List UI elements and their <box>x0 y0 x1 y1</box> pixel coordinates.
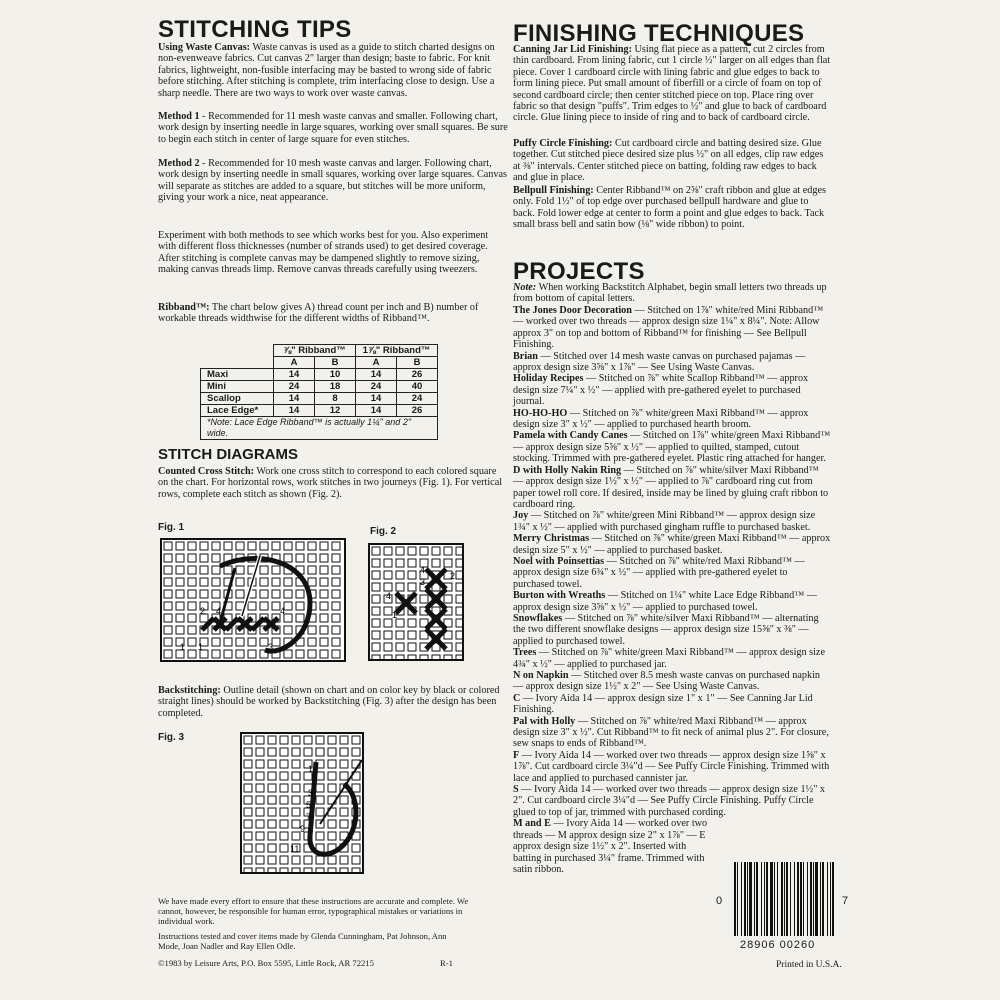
project-item: Merry Christmas — Stitched on ⅞" white/green Maxi Ribband™ — approx design size 5" x ½" — applied to purchased basket. <box>513 533 831 556</box>
svg-text:2: 2 <box>200 606 206 616</box>
svg-text:2: 2 <box>450 571 456 581</box>
barcode <box>732 862 838 938</box>
project-item: Brian — Stitched over 14 mesh waste canvas on purchased pajamas — approx design size 3⅝" x 1⅞" — See Using Waste Canvas. <box>513 350 806 374</box>
fig3-label: Fig. 3 <box>158 732 185 743</box>
svg-text:1: 1 <box>392 610 398 620</box>
project-item: The Jones Door Decoration — Stitched on 1⅞" white/red Mini Ribband™ — worked over two threads — approx design size 1¼" x 8¼". Note: Allow approx 3" on top and bottom of Ribband™ for finishing — See Bellpull Finishing. <box>513 305 824 351</box>
counted-cross-stitch-paragraph <box>158 466 508 500</box>
barcode-bar <box>777 862 778 936</box>
svg-text:4: 4 <box>386 591 392 601</box>
project-item: Burton with Wreaths — Stitched on 1¼" white Lace Edge Ribband™ — approx design size 3⅝" x ½" — applied to purchased towel. <box>513 590 817 613</box>
finishing-techniques-title: FINISHING TECHNIQUES <box>513 20 805 47</box>
stitch-diagrams-title: STITCH DIAGRAMS <box>158 446 298 463</box>
barcode-bar <box>832 862 834 936</box>
waste-canvas-paragraph <box>158 42 508 99</box>
method1-label: Method 1 <box>158 111 200 122</box>
barcode-right-digit: 7 <box>842 895 849 907</box>
backstitching-paragraph <box>158 685 508 719</box>
barcode-bar <box>756 862 758 936</box>
experiment-paragraph: Experiment with both methods to see which works best for you. Also experiment with different floss thicknesses (number of strands used) to get desired coverage. After stitching is complete canvas may be dampened slightly to remove sizing, making canvas threads limp. Remove canvas threads carefully using tweezers. <box>158 230 489 276</box>
method2-label: Method 2 <box>158 158 200 169</box>
fig1-diagram <box>160 538 346 662</box>
method1-text: - Recommended for 11 mesh waste canvas and smaller. Following chart, work design by inserting needle in large squares, working over small squares. Be sure to begin each stitch in center of large square for even stitches. <box>158 111 508 145</box>
barcode-bar <box>734 862 736 936</box>
project-item: Pal with Holly — Stitched on ⅞" white/red Maxi Ribband™ — approx design size 3" x ½". Cut Ribband™ to fit neck of animal plus 2". For closure, sew snaps to ends of Ribband™. <box>513 715 829 750</box>
disclaimer: We have made every effort to ensure that these instructions are accurate and complete. We cannot, however, be responsible for human error, typographical mistakes or variations in individual work. <box>158 895 469 926</box>
barcode-bar <box>741 862 742 936</box>
barcode-left-digit: 0 <box>716 895 723 907</box>
barcode-bar <box>813 862 814 936</box>
project-item: C — Ivory Aida 14 — approx design size 1" x 1" — See Canning Jar Lid Finishing. <box>513 692 813 716</box>
group-header: 1⅞" Ribband™ <box>356 345 438 357</box>
backstitch-text: Outline detail (shown on chart and on color key by black or colored straight lines) should be worked by Backstitching (Fig. 3) after the design has been completed. <box>158 685 500 719</box>
svg-text:4: 4 <box>216 606 222 616</box>
barcode-bar <box>797 862 799 936</box>
svg-text:1: 1 <box>198 642 204 652</box>
barcode-bar <box>790 862 791 936</box>
projects-note: Note: When working Backstitch Alphabet, begin small letters two threads up from bottom of capital letters. <box>513 282 827 305</box>
svg-text:4: 4 <box>280 606 286 616</box>
svg-text:1: 1 <box>308 764 314 774</box>
method2-paragraph <box>158 158 508 204</box>
project-item: HO-HO-HO — Stitched on ⅞" white/green Maxi Ribband™ — approx design size 3" x ½" — applied to purchased hearth broom. <box>513 407 809 431</box>
svg-text:3: 3 <box>268 642 274 652</box>
svg-text:4: 4 <box>420 565 426 575</box>
ribband-paragraph <box>158 302 508 325</box>
barcode-bar <box>774 862 775 936</box>
project-item: M and E — Ivory Aida 14 — worked over two threads — M approx design size 2" x 1⅞" — E approx design size 1½" x 2". Inserted with batting in purchased 3¼" frame. Trimmed with satin ribbon. <box>513 818 708 875</box>
project-item: Noel with Poinsettias — Stitched on ⅞" white/red Maxi Ribband™ — approx design size 6¾" x ½" — applied with pre-gathered eyelet to purchased towel. <box>513 555 805 590</box>
svg-text:11: 11 <box>290 844 300 854</box>
barcode-bar <box>820 862 821 936</box>
svg-text:1: 1 <box>180 642 186 652</box>
counted-text: Work one cross stitch to correspond to each colored square on the chart. For horizontal rows, work stitches in two journeys (Fig. 1). For vertical rows, complete each stitch as shown (Fig. 2). <box>158 466 503 500</box>
method1-paragraph <box>158 111 508 145</box>
barcode-bar <box>807 862 808 936</box>
barcode-bar <box>744 862 746 936</box>
col-header: B <box>397 357 438 369</box>
svg-text:7: 7 <box>306 812 312 822</box>
ribband-text: The chart below gives A) thread count per inch and B) number of workable threads widthwise for the different widths of Ribband™. <box>158 302 479 325</box>
col-header: A <box>356 357 397 369</box>
barcode-bar <box>830 862 831 936</box>
svg-text:5: 5 <box>306 800 312 810</box>
counted-label: Counted Cross Stitch: <box>158 466 255 477</box>
ribband-label: Ribband™: <box>158 302 210 313</box>
col-header: B <box>315 357 356 369</box>
puffy-circle-paragraph: Puffy Circle Finishing: Cut cardboard circle and batting desired size. Glue together. Cut stitched piece desired size plus ½" on all edges, clip raw edges at ⅜" intervals. Center stitched piece on batting, folding raw edges to back and glue in place. <box>513 138 824 184</box>
project-item: S — Ivory Aida 14 — worked over two threads — approx design size 1½" x 2". Cut cardboard circle 3¼"d — See Puffy Circle Finishing. Puffy Circle glued to top of jar, trimmed with purchased cording. <box>513 784 825 818</box>
barcode-bar <box>749 862 752 936</box>
barcode-bar <box>766 862 768 936</box>
barcode-bar <box>800 862 802 936</box>
barcode-bar <box>761 862 762 936</box>
project-item: N on Napkin — Stitched over 8.5 mesh waste canvas on purchased napkin — approx design size 1½" x 2" — See Using Waste Canvas. <box>513 670 821 693</box>
table-row: Lace Edge* 14 12 14 26 <box>201 405 438 417</box>
project-item: Trees — Stitched on ⅞" white/green Maxi Ribband™ — approx design size 4¾" x ½" — applied to purchased jar. <box>513 647 825 670</box>
barcode-bar <box>770 862 773 936</box>
bellpull-paragraph: Bellpull Finishing: Center Ribband™ on 2⅝" craft ribbon and glue at edges only. Fold 1½" of top edge over purchased bellpull hardware and glue to back. Fold lower edge at center to form a point and glue edges to back. Tack small brass bell and satin bow (⅛" wide ribbon) to point. <box>513 185 826 231</box>
ribband-table <box>200 344 438 440</box>
group-header: ⅞" Ribband™ <box>274 345 356 357</box>
backstitch-label: Backstitching: <box>158 685 221 696</box>
project-item: Holiday Recipes — Stitched on ⅞" white Scallop Ribband™ — approx design size 7¼" x ½" — applied with pre-gathered eyelet to purchased journal. <box>513 373 809 408</box>
barcode-number: 28906 00260 <box>740 939 816 951</box>
svg-text:3: 3 <box>308 788 314 798</box>
barcode-bar <box>786 862 788 936</box>
barcode-bar <box>810 862 812 936</box>
method2-text: - Recommended for 10 mesh waste canvas and larger. Following chart, work design by inserting needle in small squares, working over large squares. Canvas will separate as stitches are added to a square, but stitches will be more uniform, giving your work a nice, neat appearance. <box>158 158 507 204</box>
project-item: Joy — Stitched on ⅞" white/green Mini Ribband™ — approx design size 1¾" x ½" — applied with purchased gingham ruffle to purchased basket. <box>513 510 816 533</box>
credits: Instructions tested and cover items made by Glenda Cunningham, Pat Johnson, Ann Mode, Joan Nadler and Ray Ellen Odle. <box>158 930 447 951</box>
project-item: F — Ivory Aida 14 — worked over two threads — approx design size 1⅝" x 1⅞". Cut cardboard circle 3¼"d — See Puffy Circle Finishing. Trimmed with lace and applied to purchased cannister jar. <box>513 749 830 784</box>
col-header: A <box>274 357 315 369</box>
barcode-bar <box>815 862 818 936</box>
barcode-bar <box>803 862 804 936</box>
fig3-diagram <box>240 732 364 874</box>
barcode-bar <box>827 862 828 936</box>
fig2-diagram <box>368 543 464 661</box>
table-row: Scallop 14 8 14 24 <box>201 393 438 405</box>
project-item: Snowflakes — Stitched on ⅞" white/silver Maxi Ribband™ — alternating the two different snowflake designs — approx design size 15⅝" x ⅜" — applied to purchased towel. <box>513 612 819 647</box>
table-row: Mini 24 18 24 40 <box>201 381 438 393</box>
barcode-bar <box>754 862 755 936</box>
fig2-label: Fig. 2 <box>370 526 397 537</box>
barcode-bar <box>781 862 783 936</box>
barcode-bar <box>794 862 795 936</box>
svg-text:3: 3 <box>420 577 426 587</box>
projects-title: PROJECTS <box>513 258 645 285</box>
svg-text:9: 9 <box>300 824 306 834</box>
fig1-label: Fig. 1 <box>158 522 185 533</box>
project-item: D with Holly Nakin Ring — Stitched on ⅞" white/silver Maxi Ribband™ — approx design size 1½" x ½" — applied to ⅞" cardboard ring cut from paper towel roll core. If desired, inside may be lined by gluing craft ribbon to cardboard ring. <box>513 464 829 510</box>
barcode-bar <box>784 862 785 936</box>
barcode-bar <box>747 862 748 936</box>
copyright: ©1983 by Leisure Arts, P.O. Box 5595, Little Rock, AR 72215 <box>158 958 374 968</box>
canning-jar-paragraph: Canning Jar Lid Finishing: Using flat piece as a pattern, cut 2 circles from thin cardboard. From lining fabric, cut 1 circle ½" larger on all edges than flat piece. Cover 1 cardboard circle with lining fabric and glue edges to back to form lining piece. Put small amount of fiberfill or a circle of foam on top of second cardboard circle; then center stitched piece on top. Place ring over fabric so that design "puffs". Trim edges to ½" and glue to back of cardboard circle. Glue lining piece to inside of ring and to back of cardboard circle. <box>513 44 831 124</box>
waste-canvas-label: Using Waste Canvas: <box>158 42 251 53</box>
table-note: *Note: Lace Edge Ribband™ is actually 1¼" and 2" wide. <box>201 417 438 440</box>
barcode-bar <box>764 862 765 936</box>
page-code: R-1 <box>440 958 453 968</box>
waste-canvas-text: Waste canvas is used as a guide to stitch charted designs on non-evenweave fabrics. Cut canvas 2" larger than design; baste to fabric. For knit fabrics, lightweight, non-fusible interfacing may be basted to wrong side of fabric before stitching. After stitching is complete, trim interfacing close to design. Use a sharp needle. There are two ways to work over waste canvas. <box>158 42 495 99</box>
project-item: Pamela with Candy Canes — Stitched on 1⅞" white/green Maxi Ribband™ — approx design size 5⅝" x ½" — applied to quilted, stamped, cutout stocking. Trimmed with pre-gathered eyelet. Plastic ring attached for hanger. <box>513 430 831 465</box>
printed-in-usa: Printed in U.S.A. <box>776 960 842 970</box>
stitching-tips-title: STITCHING TIPS <box>158 16 352 43</box>
barcode-bar <box>822 862 824 936</box>
projects-list <box>513 305 831 875</box>
table-row: Maxi 14 10 14 26 <box>201 369 438 381</box>
barcode-bar <box>737 862 738 936</box>
